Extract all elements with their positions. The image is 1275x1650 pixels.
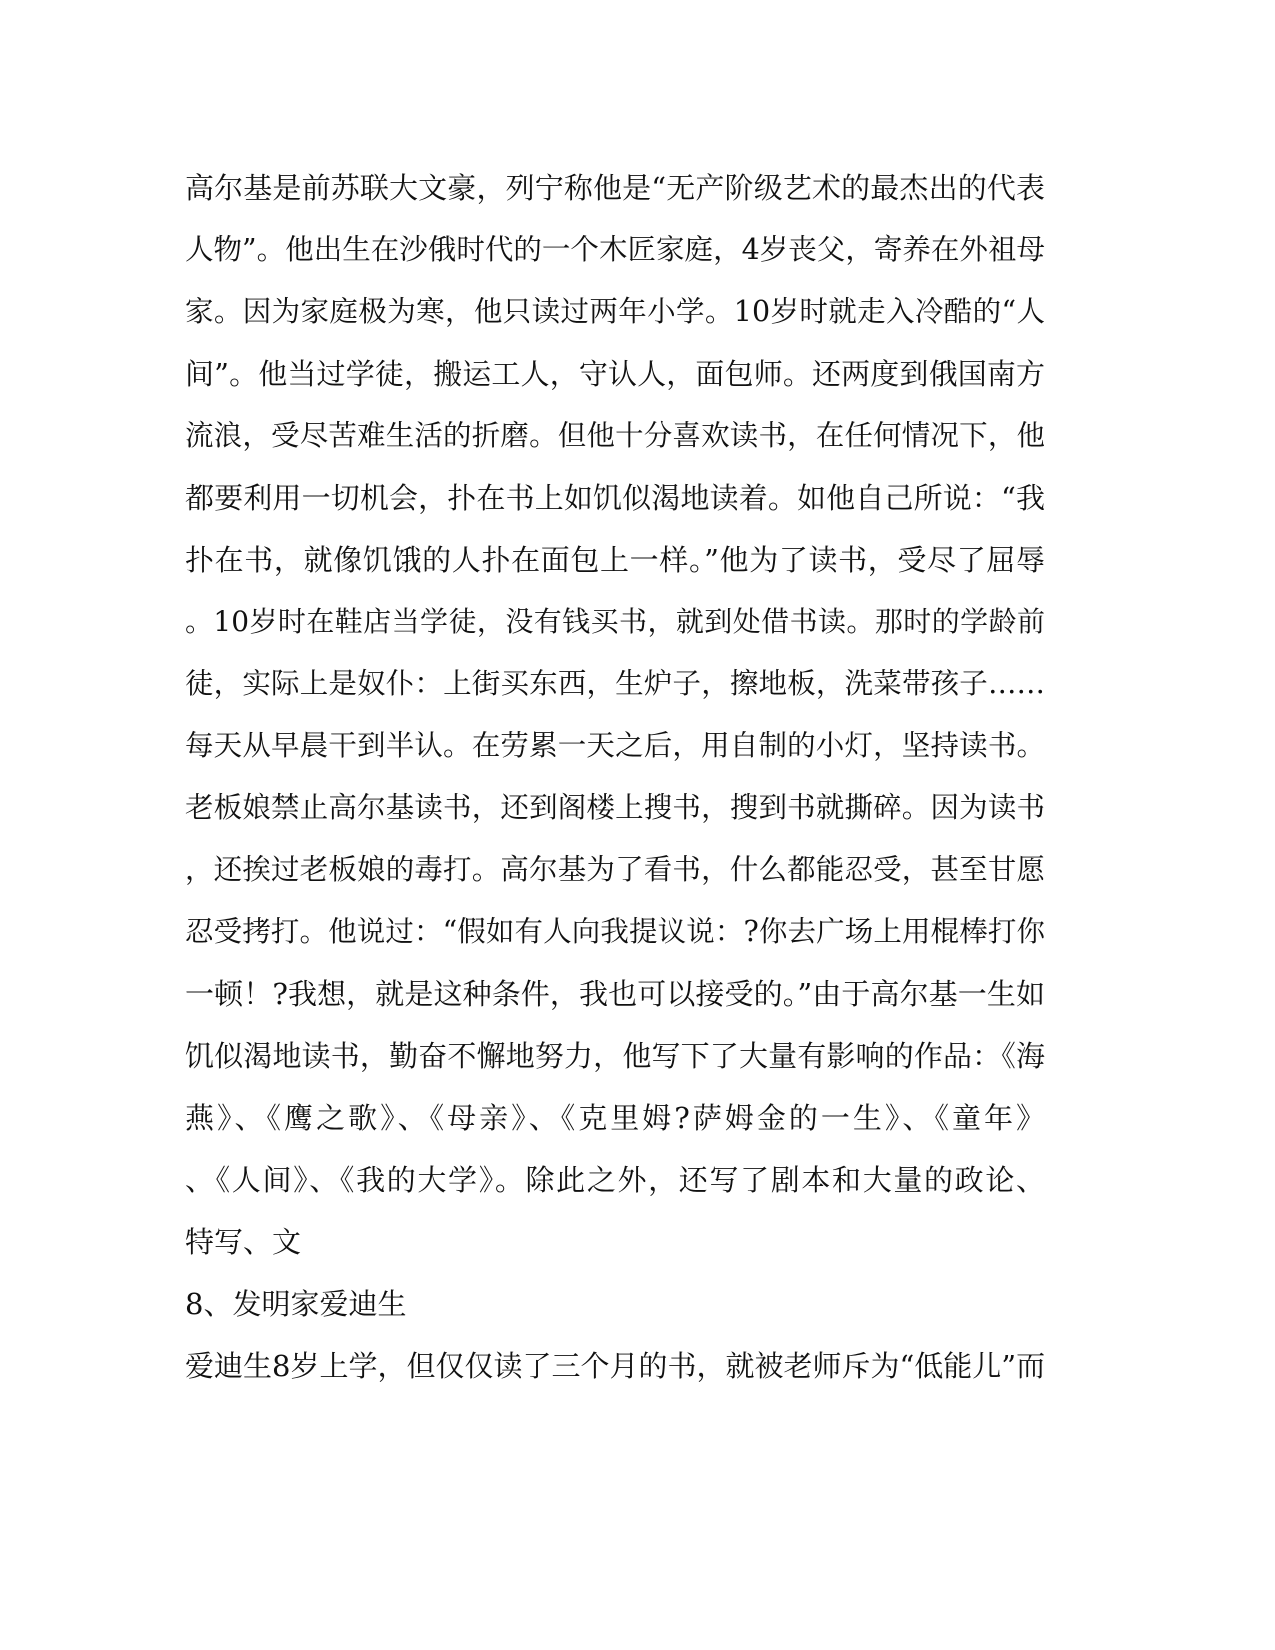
paragraph-line: 老板娘禁止高尔基读书，还到阁楼上搜书，搜到书就撕碎。因为读书 [185,791,1045,824]
paragraph-line: 扑在书，就像饥饿的人扑在面包上一样。”他为了读书，受尽了屈辱 [185,543,1045,577]
paragraph-line: 忍受拷打。他说过：“假如有人向我提议说：?你去广场上用棍棒打你 [185,915,1045,948]
paragraph-line: 高尔基是前苏联大文豪，列宁称他是“无产阶级艺术的最杰出的代表 [185,171,1045,205]
paragraph-line: 饥似渴地读书，勤奋不懈地努力，他写下了大量有影响的作品：《海 [185,1039,1045,1073]
paragraph-line: 、《人间》、《我的大学》。除此之外，还写了剧本和大量的政论、 [185,1163,1045,1197]
paragraph-line: 燕》、《鹰之歌》、《母亲》、《克里姆?萨姆金的一生》、《童年》 [185,1101,1045,1135]
paragraph-line: 流浪，受尽苦难生活的折磨。但他十分喜欢读书，在任何情况下，他 [185,419,1045,452]
paragraph-line: 家。因为家庭极为寒，他只读过两年小学。10岁时就走入冷酷的“人 [185,295,1045,328]
paragraph-line: 都要利用一切机会，扑在书上如饥似渴地读着。如他自己所说：“我 [185,481,1045,515]
paragraph-line: 徒，实际上是奴仆：上街买东西，生炉子，擦地板，洗菜带孩子…… [185,667,1045,700]
paragraph-line: 每天从早晨干到半认。在劳累一天之后，用自制的小灯，坚持读书。 [185,729,1045,762]
paragraph-line: ，还挨过老板娘的毒打。高尔基为了看书，什么都能忍受，甚至甘愿 [185,853,1045,886]
paragraph-line: 爱迪生8岁上学，但仅仅读了三个月的书，就被老师斥为“低能儿”而 [185,1349,1046,1383]
paragraph-last-line: 特写、文 [185,1225,302,1259]
paragraph-line: 。10岁时在鞋店当学徒，没有钱买书，就到处借书读。那时的学龄前 [185,605,1045,638]
paragraph-line: 间”。他当过学徒，搬运工人，守认人，面包师。还两度到俄国南方 [185,357,1045,391]
paragraph-line: 一顿！?我想，就是这种条件，我也可以接受的。”由于高尔基一生如 [185,977,1045,1011]
section-heading: 8、发明家爱迪生 [185,1287,407,1321]
paragraph-line: 人物”。他出生在沙俄时代的一个木匠家庭，4岁丧父，寄养在外祖母 [185,233,1045,266]
document-body [185,157,1045,1397]
